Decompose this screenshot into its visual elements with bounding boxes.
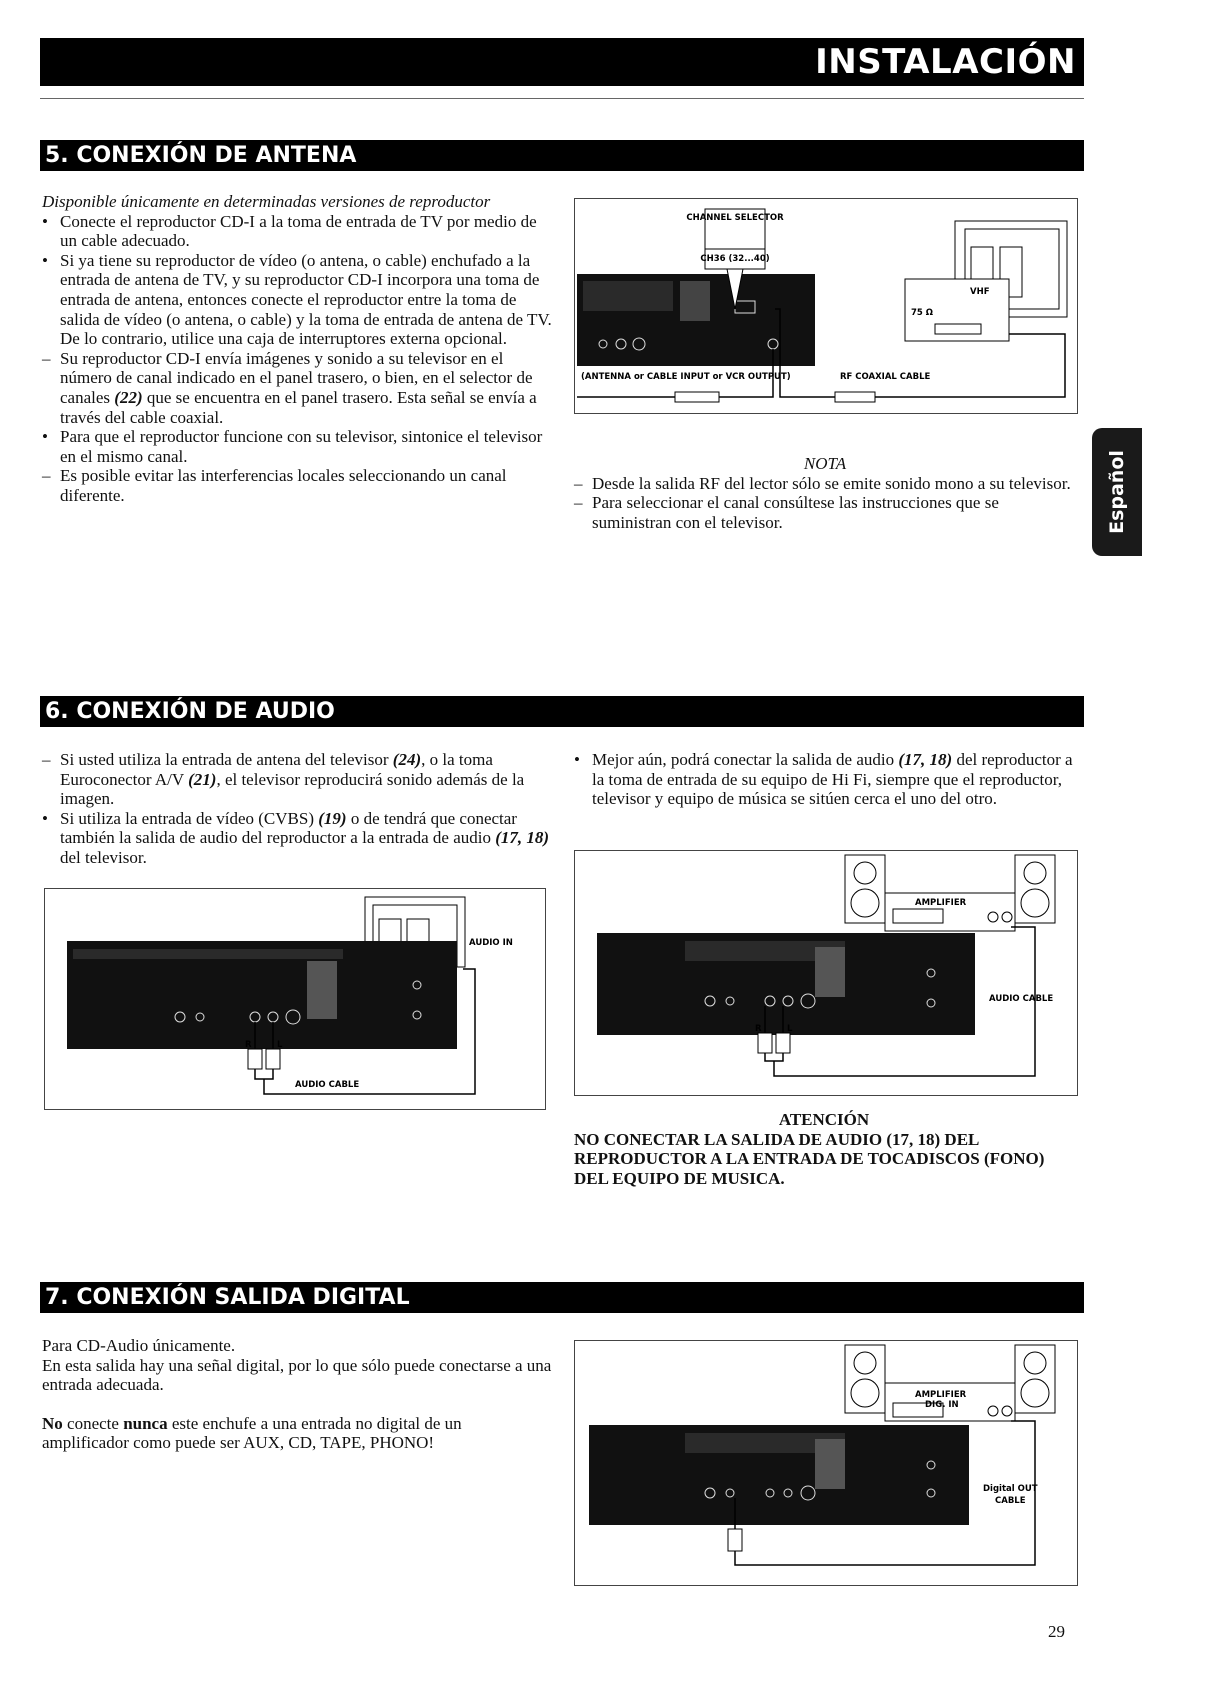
header-bar xyxy=(40,38,1084,86)
section6-title: 6. CONEXIÓN DE AUDIO xyxy=(45,699,335,724)
section6-header xyxy=(40,696,1084,727)
digital-output-figure xyxy=(574,1340,1078,1586)
list-item: • Si utiliza la entrada de vídeo (CVBS) (19) o de tendrá que conectar también la salida de audio del reproductor a la entrada de audio (17, 18) del televisor. xyxy=(42,808,550,867)
header-rule xyxy=(40,98,1084,99)
digital-out-label: Digital OUT xyxy=(983,1484,1038,1494)
rf-cable-label: RF COAXIAL CABLE xyxy=(840,372,931,382)
channel-range-label: CH36 (32...40) xyxy=(700,254,770,264)
audio-in-label: AUDIO IN xyxy=(469,938,513,948)
page-number: 29 xyxy=(1048,1622,1065,1641)
page-title: INSTALACIÓN xyxy=(815,42,1076,82)
list-item: • Para que el reproductor funcione con su televisor, sintonice el televisor en el mismo canal. xyxy=(42,427,543,466)
r-label: R xyxy=(245,1040,252,1050)
language-tab-label: Español xyxy=(1106,450,1128,534)
list-item: – Es posible evitar las interferencias locales seleccionando un canal diferente. xyxy=(42,466,507,505)
section5-text xyxy=(42,192,552,506)
l-label: L xyxy=(787,1024,793,1034)
warning-text: NO CONECTAR LA SALIDA DE AUDIO (17, 18) DEL REPRODUCTOR A LA ENTRADA DE TOCADISCOS (FONO) DEL EQUIPO DE MUSICA. xyxy=(574,1129,1045,1188)
section5-intro: Disponible únicamente en determinadas versiones de reproductor xyxy=(42,192,491,211)
list-item: – Si usted utiliza la entrada de antena del televisor (24), o la toma Euroconector A/V (21), el televisor reproducirá sonido además de la imagen. xyxy=(42,750,525,809)
amplifier-label: AMPLIFIER xyxy=(915,898,967,908)
section6-left-text xyxy=(42,750,552,868)
language-tab xyxy=(1092,428,1142,556)
list-item: • Si ya tiene su reproductor de vídeo (o antena, o cable) enchufado a la entrada de antena de TV, y su reproductor CD-I incorpora una toma de entrada de antena, entonces conecte el reproductor entre la toma de salida de vídeo (o antena, o cable) y la toma de entrada de antena de TV. De lo contrario, utilice una caja de interruptores externa opcional. xyxy=(42,250,552,349)
amplifier-label: AMPLIFIER xyxy=(915,1390,967,1400)
section5-title: 5. CONEXIÓN DE ANTENA xyxy=(45,143,357,168)
audio-cable-label: AUDIO CABLE xyxy=(295,1080,360,1090)
section7-text xyxy=(42,1336,552,1453)
list-item: • Mejor aún, podrá conectar la salida de audio (17, 18) del reproductor a la toma de entrada de su equipo de Hi Fi, siempre que el reproductor, televisor y equipo de música se sitúen cerca el uno del otro. xyxy=(574,750,1073,809)
list-item: – Su reproductor CD-I envía imágenes y sonido a su televisor en el número de canal indicado en el panel trasero, o bien, en el selector de canales (22) que se encuentra en el panel trasero. Esta señal se envía a través del cable coaxial. xyxy=(42,348,537,427)
note-item: – Desde la salida RF del lector sólo se emite sonido mono a su televisor. xyxy=(574,473,1071,493)
section5-header xyxy=(40,140,1084,171)
section7-title: 7. CONEXIÓN SALIDA DIGITAL xyxy=(45,1285,410,1310)
cable-label: CABLE xyxy=(995,1496,1026,1506)
channel-selector-label: CHANNEL SELECTOR xyxy=(686,213,784,223)
section7-header xyxy=(40,1282,1084,1313)
section7-p1: Para CD-Audio únicamente. xyxy=(42,1336,236,1355)
audio-cable-label: AUDIO CABLE xyxy=(989,994,1054,1004)
note-title: NOTA xyxy=(803,454,847,473)
audio-amplifier-figure xyxy=(574,850,1078,1096)
section7-p3: No conecte nunca este enchufe a una entrada no digital de un amplificador como puede ser AUX, CD, TAPE, PHONO! xyxy=(42,1413,462,1453)
warning-title: ATENCIÓN xyxy=(778,1110,870,1129)
audio-tv-figure xyxy=(44,888,546,1110)
section6-right-text xyxy=(574,750,1074,809)
l-label: L xyxy=(277,1040,283,1050)
note-item: – Para seleccionar el canal consúltese las instrucciones que se suministran con el televisor. xyxy=(574,493,999,532)
section5-note xyxy=(574,454,1076,532)
list-item: • Conecte el reproductor CD-I a la toma de entrada de TV por medio de un cable adecuado. xyxy=(42,211,537,251)
antenna-input-label: (ANTENNA or CABLE INPUT or VCR OUTPUT) xyxy=(581,372,791,382)
dig-in-label: DIG. IN xyxy=(925,1400,959,1410)
section7-p2: En esta salida hay una señal digital, por lo que sólo puede conectarse a una entrada adecuada. xyxy=(42,1355,552,1395)
ohm-label: 75 Ω xyxy=(911,308,934,318)
vhf-label: VHF xyxy=(970,287,990,297)
antenna-connection-figure xyxy=(574,198,1078,414)
section6-warning xyxy=(574,1110,1074,1188)
r-label: R xyxy=(755,1024,762,1034)
